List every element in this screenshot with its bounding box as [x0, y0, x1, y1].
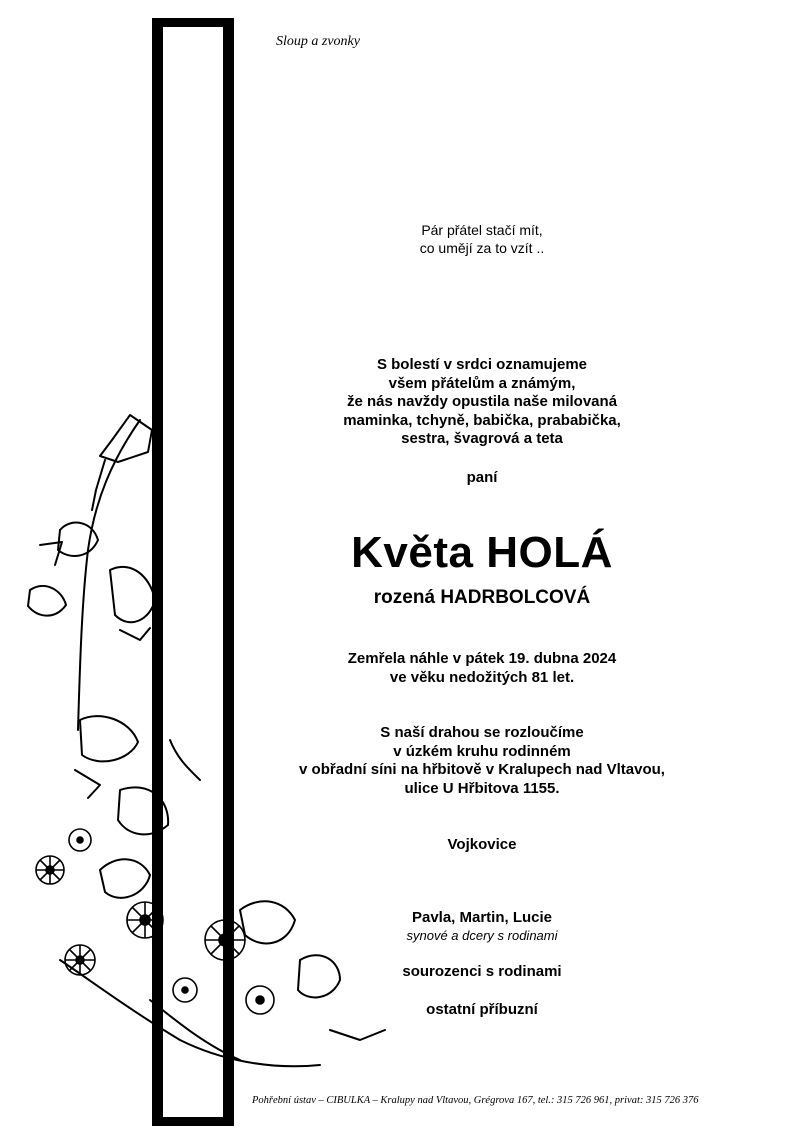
announcement	[262, 356, 702, 449]
announcement-line: sestra, švagrová a teta	[401, 430, 563, 447]
farewell-line: v úzkém kruhu rodinném	[393, 742, 571, 760]
announcement-line: všem přátelům a známým,	[388, 374, 576, 392]
honorific: paní	[466, 469, 498, 486]
quote-line: co umějí za to vzít ..	[419, 240, 545, 256]
death-line: ve věku nedožitých 81 let.	[389, 668, 575, 686]
announcement-line: maminka, tchyně, babička, prababička,	[343, 411, 621, 429]
maiden-prefix: rozená	[373, 587, 436, 608]
mourner-name: Pavla, Martin, Lucie	[411, 909, 553, 926]
farewell-info	[262, 724, 702, 798]
mourner-note: synové a dcery s rodinami	[406, 928, 558, 943]
deceased-name: Květa HOLÁ	[351, 528, 613, 577]
mourner-name: ostatní příbuzní	[426, 1001, 538, 1018]
farewell-line: ulice U Hřbitova 1155.	[404, 779, 560, 797]
death-info	[262, 650, 702, 687]
footer-funeral-service: Pohřební ústav – CIBULKA – Kralupy nad Vltavou, Grégrova 167, tel.: 315 726 961, privat: 315 726 376	[252, 1095, 699, 1106]
maiden-name	[262, 587, 702, 609]
quote-line: Pár přátel stačí mít,	[421, 222, 543, 238]
quote	[262, 221, 702, 257]
mourner-name: sourozenci s rodinami	[402, 963, 562, 980]
place-name: Vojkovice	[447, 836, 517, 853]
farewell-line: S naší drahou se rozloučíme	[380, 724, 584, 741]
death-line: Zemřela náhle v pátek 19. dubna 2024	[347, 650, 617, 667]
farewell-line: v obřadní síni na hřbitově v Kralupech nad Vltavou,	[299, 761, 665, 778]
announcement-line: S bolestí v srdci oznamujeme	[376, 356, 588, 373]
announcement-line: že nás navždy opustila naše milovaná	[346, 393, 618, 410]
header-title: Sloup a zvonky	[276, 34, 360, 49]
mourner-group	[262, 909, 702, 945]
maiden-surname: HADRBOLCOVÁ	[440, 587, 591, 608]
